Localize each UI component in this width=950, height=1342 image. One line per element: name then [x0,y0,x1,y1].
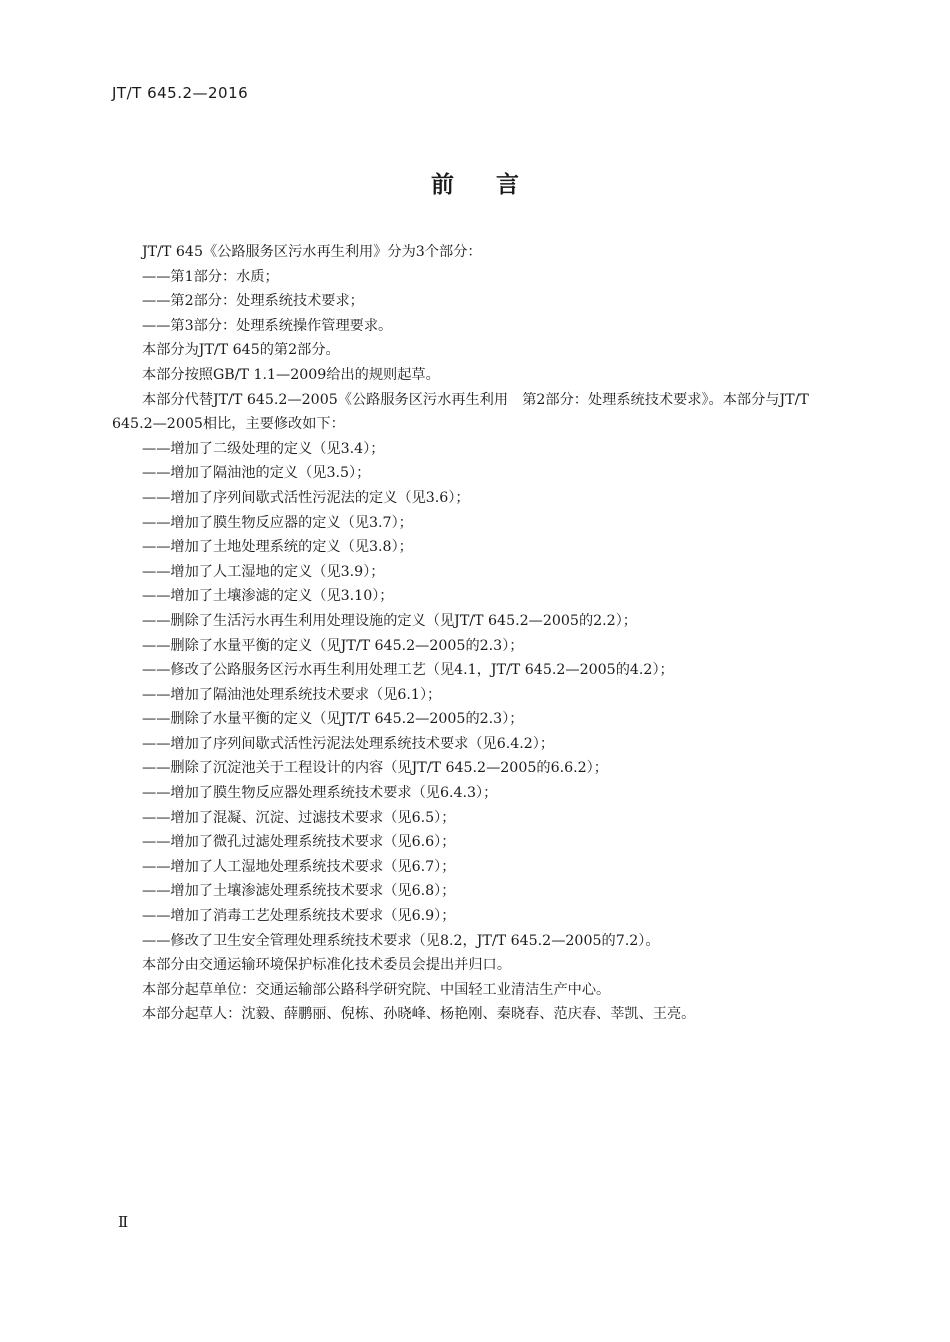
change-list-item: ——增加了序列间歇式活性污泥法处理系统技术要求（见6.4.2）； [142,735,555,752]
drafting-rule-paragraph: 本部分按照GB/T 1.1—2009给出的规则起草。 [142,366,440,383]
part-list-item: ——第2部分：处理系统技术要求； [142,293,364,310]
change-list-item: ——增加了人工湿地处理系统技术要求（见6.7）； [142,858,456,875]
page-number: Ⅱ [118,1213,129,1231]
change-list-item: ——增加了土壤渗滤处理系统技术要求（见6.8）； [142,883,456,900]
proposer-paragraph: 本部分由交通运输环境保护标准化技术委员会提出并归口。 [142,957,511,974]
change-list-item: ——删除了沉淀池关于工程设计的内容（见JT/T 645.2—2005的6.6.2）； [142,760,608,777]
change-list-item: ——增加了微孔过滤处理系统技术要求（见6.6）； [142,834,456,851]
change-list-item: ——增加了人工湿地的定义（见3.9）； [142,563,385,580]
drafting-units-paragraph: 本部分起草单位：交通运输部公路科学研究院、中国轻工业清洁生产中心。 [142,981,611,998]
page-title: 前言 [431,172,561,198]
change-list-item: ——增加了二级处理的定义（见3.4）； [142,440,385,457]
replaces-paragraph: 本部分代替JT/T 645.2—2005《公路服务区污水再生利用 第2部分：处理系统技术要求》。本部分与JT/T 645.2—2005相比，主要修改如下： [112,391,809,433]
intro-paragraph: JT/T 645《公路服务区污水再生利用》分为3个部分： [142,244,482,260]
change-list-item: ——删除了水量平衡的定义（见JT/T 645.2—2005的2.3）； [142,711,524,728]
this-part-paragraph: 本部分为JT/T 645的第2部分。 [142,342,340,359]
change-list-item: ——删除了水量平衡的定义（见JT/T 645.2—2005的2.3）； [142,637,524,654]
change-list-item: ——删除了生活污水再生利用处理设施的定义（见JT/T 645.2—2005的2.2）； [142,612,637,629]
drafters-paragraph: 本部分起草人：沈毅、薛鹏丽、倪栋、孙晓峰、杨艳刚、秦晓春、范庆春、莘凯、王亮。 [142,1006,696,1023]
change-list-item: ——修改了公路服务区污水再生利用处理工艺（见4.1，JT/T 645.2—2005的4.2）； [142,662,674,679]
part-list-item: ——第1部分：水质； [142,268,279,285]
change-list-item: ——增加了序列间歇式活性污泥法的定义（见3.6）； [142,489,470,506]
change-list-item: ——增加了土壤渗滤的定义（见3.10）； [142,588,394,605]
change-list-item: ——增加了膜生物反应器的定义（见3.7）； [142,514,413,531]
change-list-item: ——增加了土地处理系统的定义（见3.8）； [142,539,413,556]
change-list-item: ——增加了消毒工艺处理系统技术要求（见6.9）； [142,908,456,925]
document-code-header: JT/T 645.2—2016 [112,84,249,102]
foreword-body [112,240,846,1027]
change-list-item: ——增加了膜生物反应器处理系统技术要求（见6.4.3）； [142,785,498,802]
change-list-item: ——修改了卫生安全管理处理系统技术要求（见8.2，JT/T 645.2—2005的7.2）。 [142,932,660,949]
change-list-item: ——增加了隔油池处理系统技术要求（见6.1）； [142,686,442,703]
change-list-item: ——增加了混凝、沉淀、过滤技术要求（见6.5）； [142,809,456,826]
change-list-item: ——增加了隔油池的定义（见3.5）； [142,465,371,482]
part-list-item: ——第3部分：处理系统操作管理要求。 [142,317,393,334]
